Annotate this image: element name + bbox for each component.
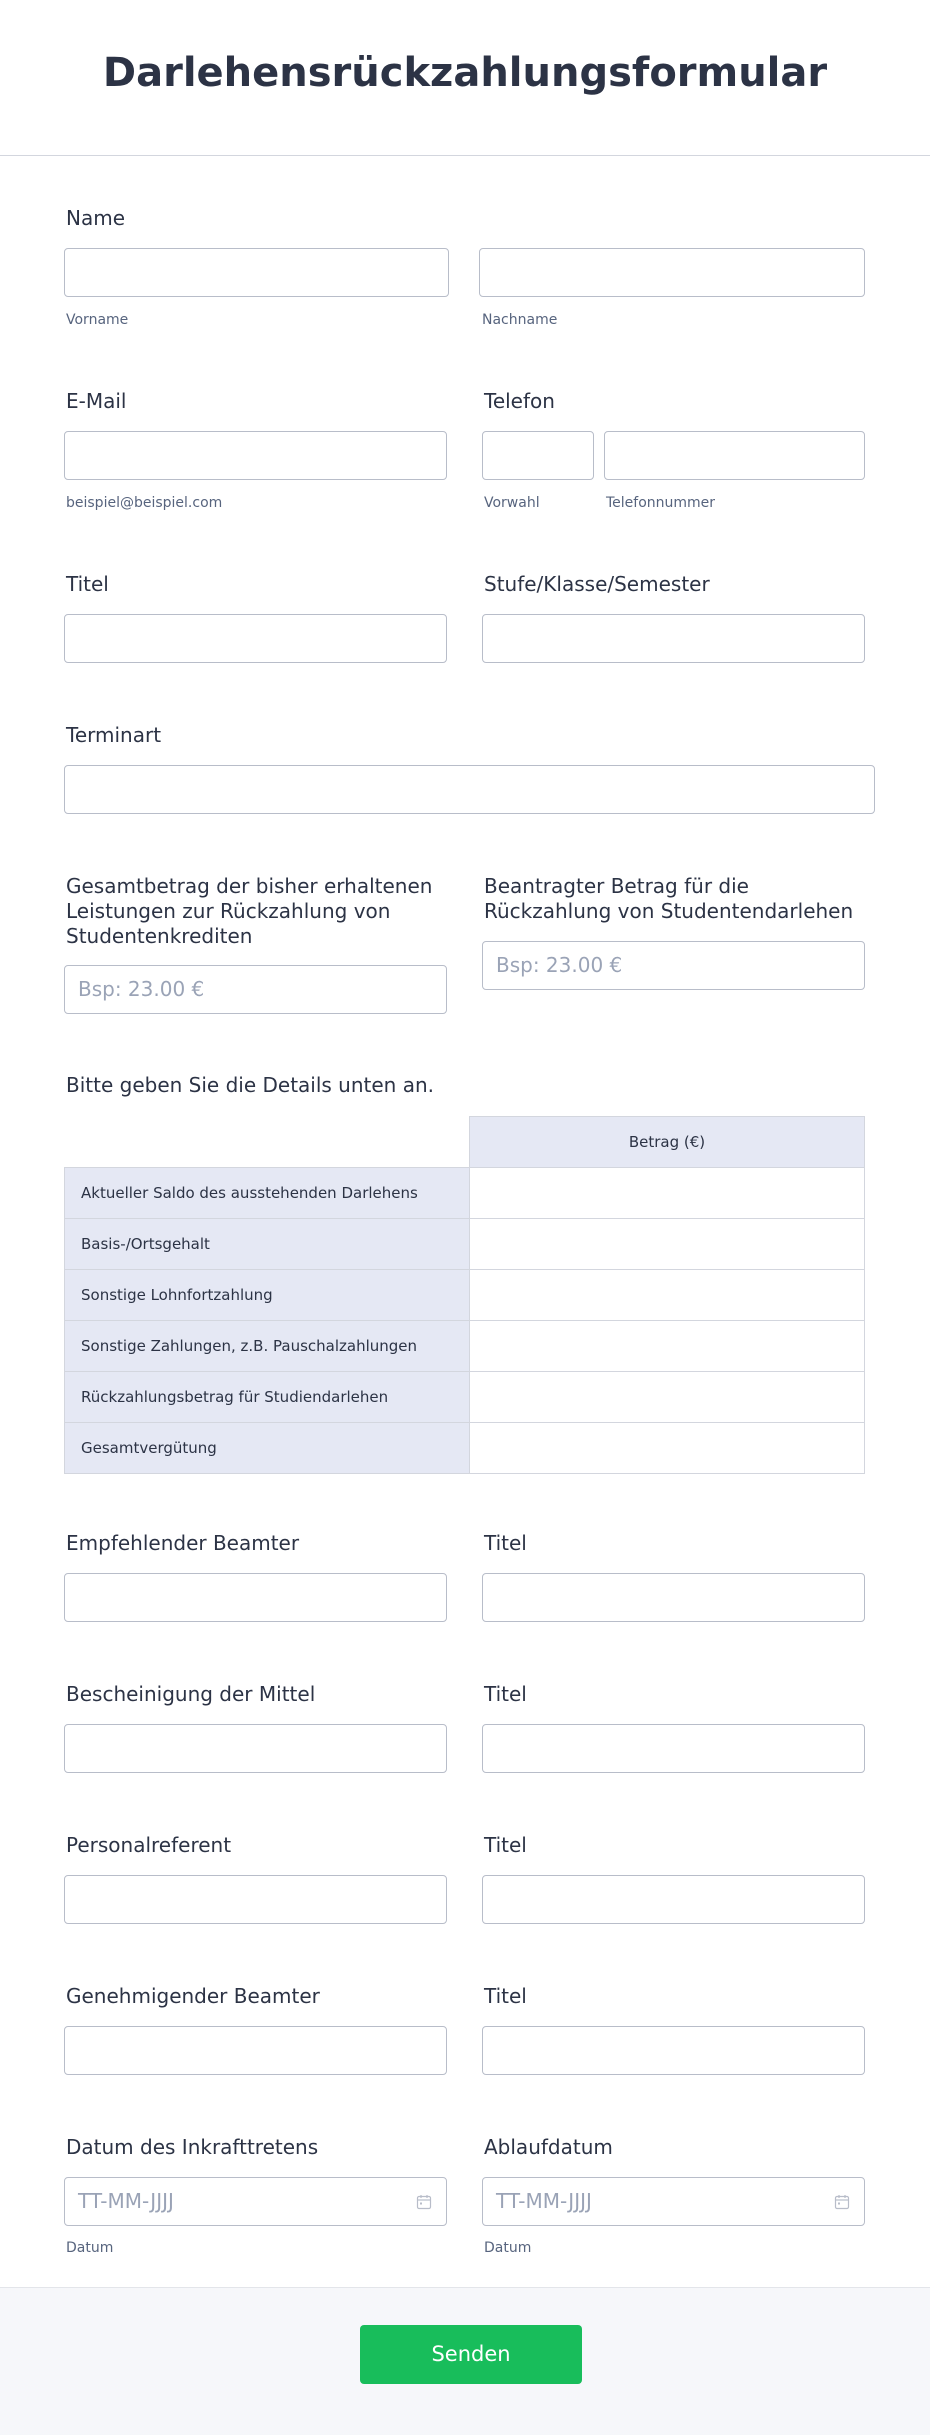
matrix-cell-input[interactable] (470, 1168, 865, 1219)
matrix-cell-input[interactable] (470, 1423, 865, 1474)
funds-certification-input[interactable] (64, 1724, 447, 1773)
funds-certification-title-label: Titel (484, 1682, 527, 1706)
form-title: Darlehensrückzahlungsformular (102, 50, 828, 96)
approving-officer-label: Genehmigender Beamter (66, 1984, 320, 2008)
phone-label: Telefon (484, 389, 555, 413)
effective-date-placeholder: TT-MM-JJJJ (78, 2189, 174, 2213)
effective-date-label: Datum des Inkrafttretens (66, 2135, 319, 2159)
matrix-column-header: Betrag (€) (470, 1117, 865, 1168)
total-received-label: Gesamtbetrag der bisher erhaltenen Leistungen zur Rückzahlung von Studentenkrediten (66, 874, 433, 948)
calendar-icon[interactable] (416, 2194, 432, 2210)
matrix-cell-input[interactable] (470, 1270, 865, 1321)
area-code-sublabel: Vorwahl (484, 495, 540, 511)
phone-number-input[interactable] (604, 431, 865, 480)
details-label: Bitte geben Sie die Details unten an. (66, 1073, 434, 1097)
title-label: Titel (66, 572, 109, 596)
phone-number-sublabel: Telefonnummer (606, 495, 716, 511)
approving-officer-input[interactable] (64, 2026, 447, 2075)
expiry-date-label: Ablaufdatum (484, 2135, 613, 2159)
matrix-row-label: Sonstige Lohnfortzahlung (65, 1270, 470, 1321)
approving-officer-title-input[interactable] (482, 2026, 865, 2075)
last-name-input[interactable] (479, 248, 865, 297)
recommending-officer-title-label: Titel (484, 1531, 527, 1555)
matrix-cell-input[interactable] (470, 1219, 865, 1270)
funds-certification-label: Bescheinigung der Mittel (66, 1682, 316, 1706)
requested-amount-placeholder: Bsp: 23.00 € (496, 953, 623, 977)
requested-amount-input[interactable] (482, 941, 865, 990)
expiry-date-sublabel: Datum (484, 2240, 532, 2256)
matrix-corner (65, 1117, 470, 1168)
grade-input[interactable] (482, 614, 865, 663)
first-name-sublabel: Vorname (66, 312, 129, 328)
area-code-input[interactable] (482, 431, 594, 480)
last-name-sublabel: Nachname (482, 312, 558, 328)
first-name-input[interactable] (64, 248, 449, 297)
hr-officer-input[interactable] (64, 1875, 447, 1924)
title-input[interactable] (64, 614, 447, 663)
hr-officer-label: Personalreferent (66, 1833, 232, 1857)
name-label: Name (66, 206, 126, 230)
header-divider (0, 155, 930, 156)
appointment-label: Terminart (66, 723, 162, 747)
expiry-date-input[interactable] (482, 2177, 865, 2226)
matrix-row-label: Sonstige Zahlungen, z.B. Pauschalzahlungen (65, 1321, 470, 1372)
calendar-icon[interactable] (834, 2194, 850, 2210)
recommending-officer-label: Empfehlender Beamter (66, 1531, 300, 1555)
submit-button[interactable]: Senden (360, 2325, 582, 2384)
matrix-row-label: Aktueller Saldo des ausstehenden Darlehens (65, 1168, 470, 1219)
expiry-date-placeholder: TT-MM-JJJJ (496, 2189, 592, 2213)
recommending-officer-title-input[interactable] (482, 1573, 865, 1622)
approving-officer-title-label: Titel (484, 1984, 527, 2008)
email-sublabel: beispiel@beispiel.com (66, 495, 223, 511)
funds-certification-title-input[interactable] (482, 1724, 865, 1773)
appointment-input[interactable] (64, 765, 875, 814)
requested-amount-label: Beantragter Betrag für die Rückzahlung von Studentendarlehen (484, 874, 854, 923)
total-received-placeholder: Bsp: 23.00 € (78, 977, 205, 1001)
details-matrix (64, 1116, 865, 1474)
total-received-input[interactable] (64, 965, 447, 1014)
recommending-officer-input[interactable] (64, 1573, 447, 1622)
matrix-cell-input[interactable] (470, 1321, 865, 1372)
matrix-cell-input[interactable] (470, 1372, 865, 1423)
matrix-row-label: Basis-/Ortsgehalt (65, 1219, 470, 1270)
matrix-row-label: Rückzahlungsbetrag für Studiendarlehen (65, 1372, 470, 1423)
effective-date-sublabel: Datum (66, 2240, 114, 2256)
hr-officer-title-input[interactable] (482, 1875, 865, 1924)
grade-label: Stufe/Klasse/Semester (484, 572, 710, 596)
matrix-row-label: Gesamtvergütung (65, 1423, 470, 1474)
effective-date-input[interactable] (64, 2177, 447, 2226)
email-input[interactable] (64, 431, 447, 480)
hr-officer-title-label: Titel (484, 1833, 527, 1857)
email-label: E-Mail (66, 389, 127, 413)
